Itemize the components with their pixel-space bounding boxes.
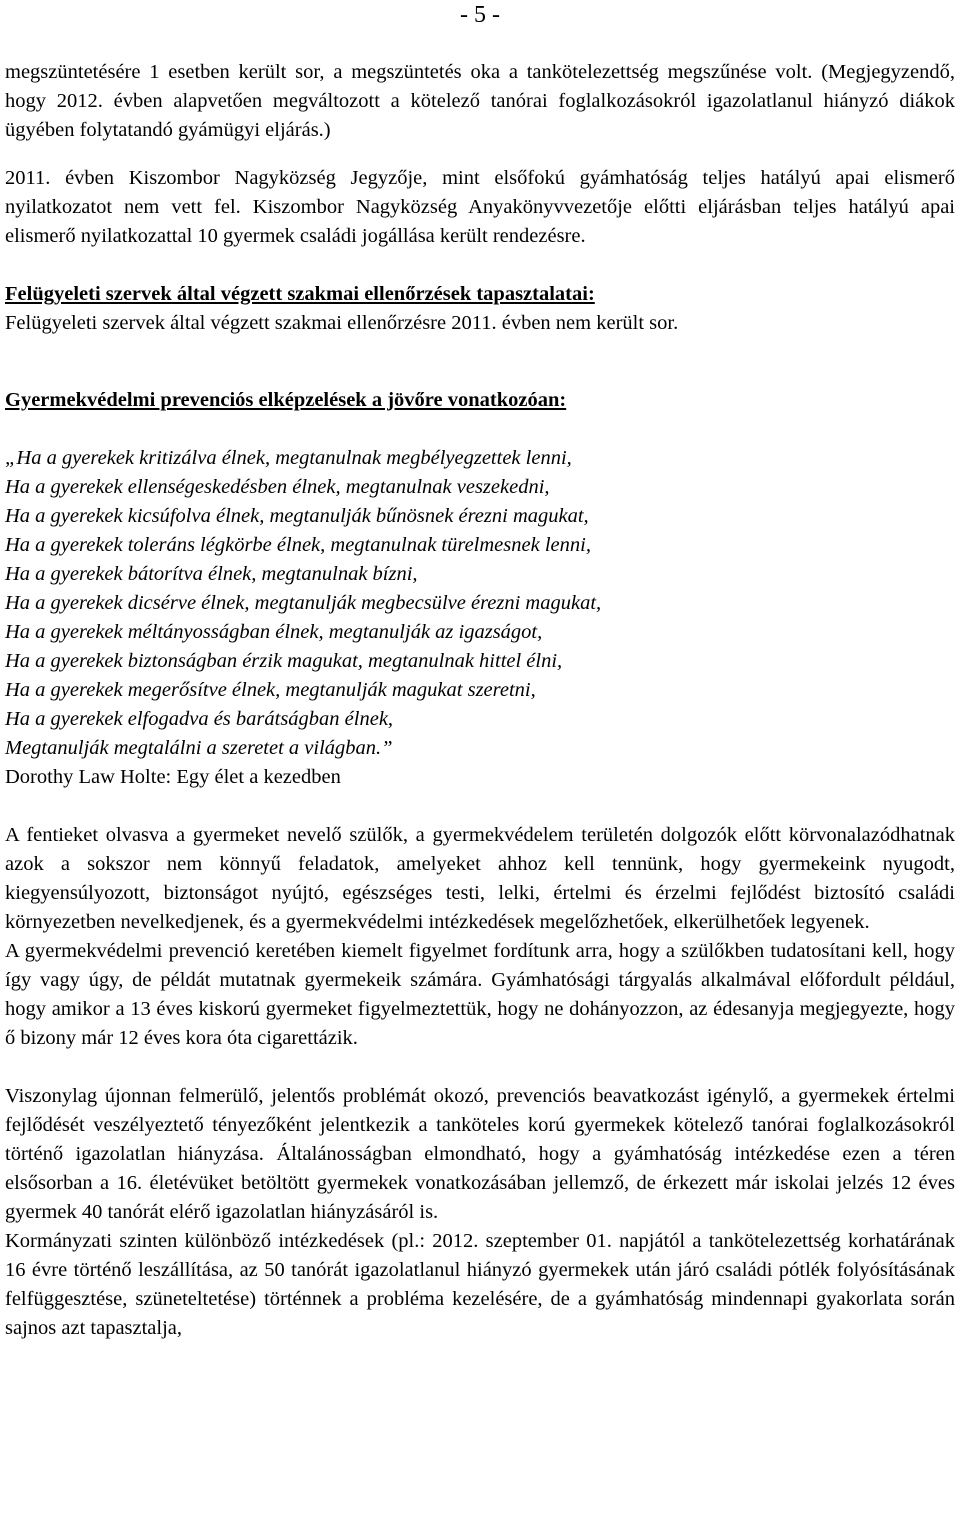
paragraph-truancy-problem: Viszonylag újonnan felmerülő, jelentős problémát okozó, prevenciós beavatkozást igénylő, a gyermekek értelmi fejlődését veszélyeztető tényezőként jelentkezik a tanköteles korú gyermekek kötelező tanórai foglalkozásokról történő igazolatlan hiányzása. Általánosságban elmondható, hogy a gyámhatóság intézkedése ezen a téren elsősorban a 16. életévüket betöltött gyermekek vonatkozásában jellemző, de érkezett már iskolai jelzés 12 éves gyermek 40 tanórát elérő igazolatlan hiányzásáról is. [5, 1085, 955, 1223]
paragraph-paternity-declarations: 2011. évben Kiszombor Nagyközség Jegyzője, mint elsőfokú gyámhatóság teljes hatályú apai elismerő nyilatkozatot nem vett fel. Kiszombor Nagyközség Anyakönyvvezetője előtti eljárásban teljes hatályú apai elismerő nyilatkozattal 10 gyermek családi jogállása került rendezésre. [5, 167, 955, 247]
poem-line: Megtanulják megtalálni a szeretet a világban.” [5, 737, 393, 759]
heading-prevention-plans: Gyermekvédelmi prevenciós elképzelések a jövőre vonatkozóan: [5, 389, 567, 411]
paragraph-supervisory-inspections: Felügyeleti szervek által végzett szakmai ellenőrzésre 2011. évben nem került sor. [5, 312, 679, 334]
poem-line: Ha a gyerekek kicsúfolva élnek, megtanulják bűnösnek érezni magukat, [5, 505, 589, 527]
poem-block [5, 444, 955, 763]
poem-line: Ha a gyerekek megerősítve élnek, megtanulják magukat szeretni, [5, 679, 536, 701]
paragraph-parenting-tasks: A fentieket olvasva a gyermeket nevelő szülők, a gyermekvédelem területén dolgozók előtt körvonalazódhatnak azok a sokszor nem könnyű feladatok, amelyeket ahhoz kell tennünk, hogy gyermekeink nyugodt, kiegyensúlyozott, biztonságot nyújtó, egészséges testi, lelki, értelmi és érzelmi fejlődést biztosító családi környezetben nevelkedjenek, és a gyermekvédelmi intézkedések megelőzhetőek, elkerülhetőek legyenek. [5, 824, 955, 933]
poem-line: Ha a gyerekek bátorítva élnek, megtanulnak bízni, [5, 563, 418, 585]
poem-line: Ha a gyerekek toleráns légkörbe élnek, megtanulnak türelmesnek lenni, [5, 534, 591, 556]
poem-line: Ha a gyerekek méltányosságban élnek, megtanulják az igazságot, [5, 621, 543, 643]
poem-line: Ha a gyerekek elfogadva és barátságban élnek, [5, 708, 394, 730]
paragraph-parental-example: A gyermekvédelmi prevenció keretében kiemelt figyelmet fordítunk arra, hogy a szülőkben tudatosítani kell, hogy így vagy úgy, de példát mutatnak gyermekeik számára. Gyámhatósági tárgyalás alkalmával előfordult például, hogy amikor a 13 éves kiskorú gyermeket figyelmeztettük, hogy ne dohányozzon, az édesanyja megjegyezte, hogy ő bizony már 12 éves kora óta cigarettázik. [5, 940, 955, 1049]
paragraph-guardianship-proceedings: megszüntetésére 1 esetben került sor, a megszüntetés oka a tankötelezettség megszűnése volt. (Megjegyzendő, hogy 2012. évben alapvetően megváltozott a kötelező tanórai foglalkozásokról igazolatlanul hiányzó diákok ügyében folytatandó gyámügyi eljárás.) [5, 61, 955, 141]
poem-line: Ha a gyerekek dicsérve élnek, megtanulják megbecsülve érezni magukat, [5, 592, 602, 614]
poem-line: „Ha a gyerekek kritizálva élnek, megtanulnak megbélyegzettek lenni, [5, 447, 572, 469]
poem-line: Ha a gyerekek ellenségeskedésben élnek, megtanulnak veszekedni, [5, 476, 550, 498]
document-body [5, 58, 955, 1343]
paragraph-government-measures: Kormányzati szinten különböző intézkedések (pl.: 2012. szeptember 01. napjától a tankötelezettség korhatárának 16 évre történő leszállítása, az 50 tanórát igazolatlanul hiányzó gyermekek után járó családi pótlék folyósításának felfüggesztése, szüneteltetése) történnek a probléma kezelésére, de a gyámhatóság mindennapi gyakorlata során sajnos azt tapasztalja, [5, 1230, 955, 1339]
page-number: - 5 - [460, 2, 500, 28]
poem-attribution: Dorothy Law Holte: Egy élet a kezedben [5, 766, 341, 788]
poem-line: Ha a gyerekek biztonságban érzik magukat, megtanulnak hittel élni, [5, 650, 563, 672]
heading-supervisory-inspections: Felügyeleti szervek által végzett szakmai ellenőrzések tapasztalatai: [5, 283, 595, 305]
